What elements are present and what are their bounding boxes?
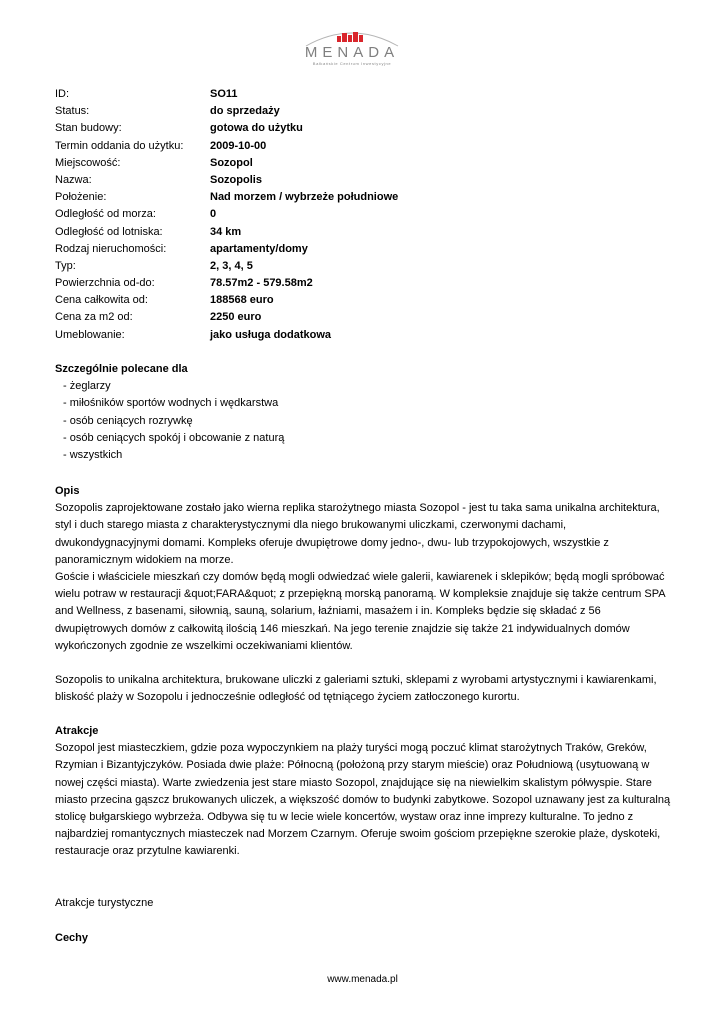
description-line: Goście i właściciele mieszkań czy domów będą mogli odwiedzać wiele galerii, kawiarenek i sklepików; będą mogli spróbować <box>55 571 665 584</box>
detail-label: Miejscowość: <box>55 156 121 169</box>
detail-value: jako usługa dodatkowa <box>210 328 332 341</box>
detail-row-furnishing <box>55 327 655 344</box>
description-section <box>55 483 675 707</box>
detail-value: Nad morzem / wybrzeże południowe <box>210 191 399 204</box>
detail-value: 188568 euro <box>210 294 274 307</box>
tourist-attractions-label: Atrakcje turystyczne <box>55 897 154 909</box>
detail-label: Termin oddania do użytku: <box>55 139 184 152</box>
attractions-line: stolicę bułgarskiego wybrzeża. Odbywa się tu w lecie wiele koncertów, wystaw oraz inne imprezy kulturalne. To jedno z <box>55 811 634 824</box>
detail-row-price-per-m2 <box>55 309 655 326</box>
detail-label: Stan budowy: <box>55 122 122 135</box>
attractions-section <box>55 723 675 861</box>
attractions-line: najbardziej romantycznych miasteczek nad Morzem Czarnym. Oferuje swoim gościom przepiękne szerokie plaże, dyskoteki, <box>55 828 661 841</box>
detail-label: Powierzchnia od-do: <box>55 277 155 290</box>
detail-value: 78.57m2 - 579.58m2 <box>210 277 313 290</box>
detail-value: 2, 3, 4, 5 <box>210 259 253 272</box>
logo-subtitle: Bałkańskie Centrum Inwestycyjne <box>312 61 392 66</box>
detail-label: Nazwa: <box>55 173 92 186</box>
attractions-line: nowej części miasta). Warte zwiedzenia jest stare miasto Sozopol, znajdujące się na niewielkim skalistym półwyspie. Stare <box>55 776 652 789</box>
detail-row-area <box>55 275 655 292</box>
detail-row-airport-distance <box>55 224 655 241</box>
list-item: - wszystkich <box>63 449 123 462</box>
detail-value: 2009-10-00 <box>210 139 267 152</box>
detail-value: Sozopol <box>210 156 253 169</box>
detail-label: ID: <box>55 88 70 100</box>
detail-label: Odległość od morza: <box>55 208 156 221</box>
detail-row-construction <box>55 120 655 137</box>
detail-label: Cena za m2 od: <box>55 311 133 324</box>
list-item: - miłośników sportów wodnych i wędkarstwa <box>63 397 279 410</box>
description-line: bliskość plaży w Sozopolu i jednocześnie odległość od tętniącego życiem zatłoczonego kurortu. <box>55 691 520 704</box>
attractions-line: Sozopol jest miasteczkiem, gdzie poza wypoczynkiem na plaży turyści mogą poczuć klimat starożytnych Traków, Greków, <box>55 742 647 755</box>
features-heading: Cechy <box>55 932 89 944</box>
list-item: - osób ceniących spokój i obcowanie z naturą <box>63 431 285 444</box>
detail-label: Rodzaj nieruchomości: <box>55 242 167 255</box>
features-section <box>55 930 675 947</box>
detail-label: Odległość od lotniska: <box>55 225 163 238</box>
company-logo <box>296 26 408 70</box>
property-details-table <box>55 86 655 344</box>
detail-value: SO11 <box>210 88 238 100</box>
detail-value: gotowa do użytku <box>210 122 303 135</box>
paragraph-spacer <box>55 655 675 672</box>
description-line: wykończonych zgodnie ze wszelkimi oczekiwaniami klientów. <box>55 639 353 652</box>
detail-label: Status: <box>55 105 90 118</box>
description-line: dwukondygnacyjnymi domami. Kompleks oferuje dwupiętrowe domy jedno-, dwu- lub trzypokojowych, wszystkie z <box>55 536 609 549</box>
detail-value: 2250 euro <box>210 311 262 324</box>
description-line: wielu potraw w restauracji &quot;FARA&quot; z przepiękną morską panoramą. W kompleksie znajduje się także centrum SPA <box>55 588 666 601</box>
description-heading: Opis <box>55 485 80 497</box>
logo-name: MENADA <box>304 44 400 61</box>
list-item: - osób ceniących rozrywkę <box>63 414 193 427</box>
detail-value: 0 <box>210 208 217 221</box>
detail-row-completion-date <box>55 138 655 155</box>
detail-row-name <box>55 172 655 189</box>
footer-url: www.menada.pl <box>327 974 398 985</box>
detail-row-type <box>55 258 655 275</box>
detail-row-total-price <box>55 292 655 309</box>
description-line: styl i duch starego miasta z charakterystycznymi dla niego brukowanymi uliczkami, czerwonymi dachami, <box>55 519 567 532</box>
attractions-line: restauracje oraz przytulne kawiarenki. <box>55 845 240 858</box>
attractions-line: Rzymian i Bizantyjczyków. Posiada dwie plaże: Północną (położoną przy starym mieście) oraz Południową (usytuowaną w <box>55 759 650 772</box>
recommended-heading: Szczególnie polecane dla <box>55 363 188 375</box>
detail-row-property-type <box>55 241 655 258</box>
attractions-line: miasto przecina gąszcz brukowanych uliczek, a większość domów to budynki zabytkowe. Sozopol uznawany jest za kulturalną <box>55 793 671 806</box>
description-line: and Wellness, z basenami, siłownią, sauną, solarium, łaźniami, masażem i in. Kompleks będzie się składać z 56 <box>55 605 601 618</box>
description-line: Sozopolis to unikalna architektura, brukowane uliczki z galeriami sztuki, sklepami z wyrobami artystycznymi i kawiarenkami, <box>55 674 657 687</box>
detail-row-status <box>55 103 655 120</box>
list-item: - żeglarzy <box>63 380 111 393</box>
detail-row-sea-distance <box>55 206 655 223</box>
detail-label: Typ: <box>55 259 76 272</box>
detail-label: Umeblowanie: <box>55 328 125 341</box>
description-line: panoramicznym widokiem na morze. <box>55 553 234 566</box>
detail-label: Położenie: <box>55 191 107 204</box>
description-line: Sozopolis zaprojektowane zostało jako wierna replika starożytnego miasta Sozopol - jest tu taka sama unikalna architektura, <box>55 502 660 515</box>
attractions-heading: Atrakcje <box>55 725 99 737</box>
detail-value: apartamenty/domy <box>210 242 308 255</box>
detail-value: do sprzedaży <box>210 105 280 118</box>
detail-row-town <box>55 155 655 172</box>
detail-label: Cena całkowita od: <box>55 294 148 307</box>
recommended-section <box>55 361 675 464</box>
detail-value: 34 km <box>210 225 242 238</box>
tourist-attractions-section <box>55 895 675 912</box>
detail-row-location <box>55 189 655 206</box>
description-line: dwupiętrowych domów z całkowitą ilością 146 mieszkań. Na jego terenie znajdzie się także 21 indywidualnych domów <box>55 622 630 635</box>
detail-row-id <box>55 86 655 103</box>
detail-value: Sozopolis <box>210 173 262 186</box>
